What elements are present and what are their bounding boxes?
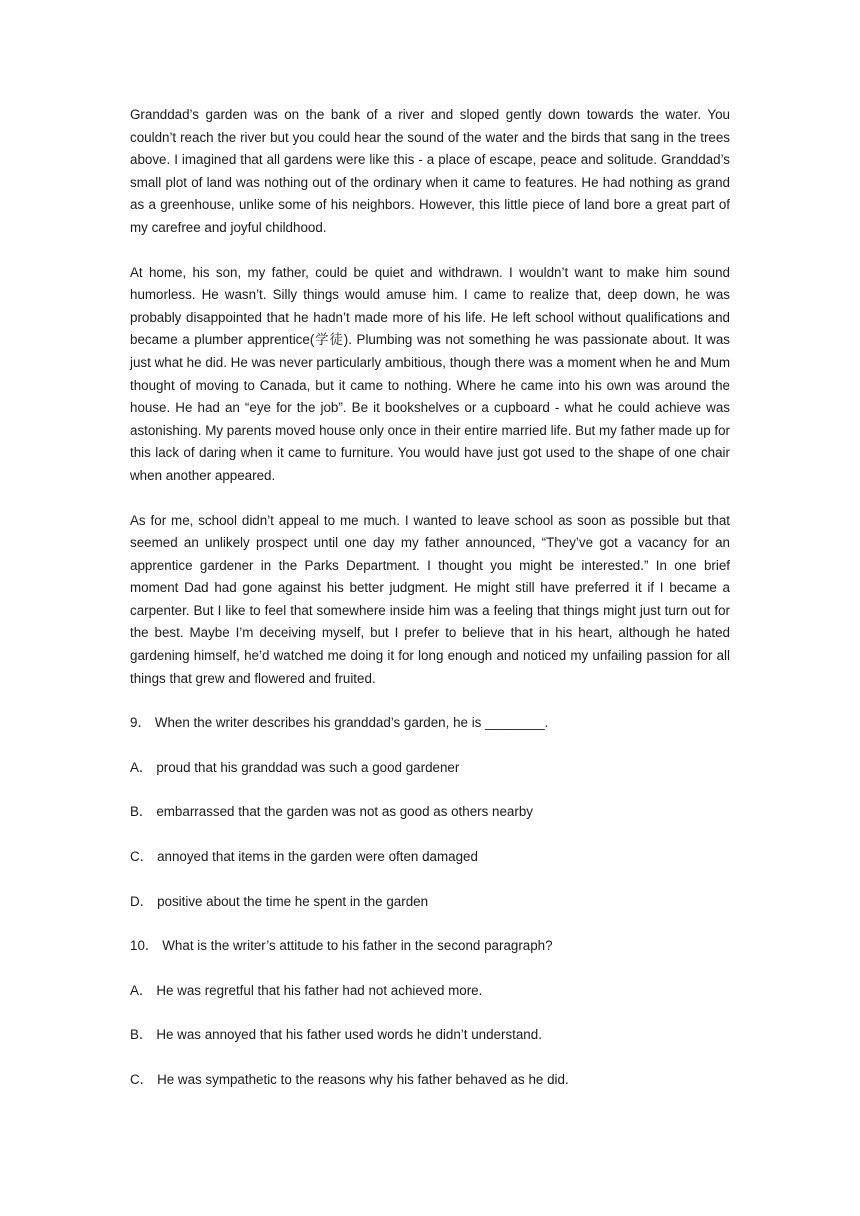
option-text: He was annoyed that his father used words he didn’t understand. bbox=[156, 1027, 542, 1043]
passage-paragraph-2: At home, his son, my father, could be quiet and withdrawn. I wouldn’t want to make him sound humorless. He wasn’t. Silly things would amuse him. I came to realize that, deep down, he was probably disappointed that he hadn’t made more of his life. He left school without qualifications and became a plumber apprentice(学徒). Plumbing was not something he was passionate about. It was just what he did. He was never particularly ambitious, though there was a moment when he and Mum thought of moving to Canada, but it came to nothing. Where he came into his own was around the house. He had an “eye for the job”. Be it bookshelves or a cupboard - what he could achieve was astonishing. My parents moved house only once in their entire married life. But my father made up for this lack of daring when it came to furniture. You would have just got used to the shape of one chair when another appeared. bbox=[130, 264, 730, 483]
option-a bbox=[130, 980, 730, 1003]
option-label: A． bbox=[130, 982, 153, 998]
option-label: B． bbox=[130, 804, 153, 820]
question-stem bbox=[130, 712, 730, 735]
option-label: D． bbox=[130, 893, 154, 909]
option-text: He was sympathetic to the reasons why his father behaved as he did. bbox=[157, 1072, 569, 1087]
question-number: 9． bbox=[130, 715, 151, 731]
option-text: proud that his granddad was such a good gardener bbox=[156, 759, 460, 775]
document-page bbox=[130, 104, 730, 1114]
option-text: positive about the time he spent in the garden bbox=[157, 893, 429, 909]
option-label: B． bbox=[130, 1027, 153, 1043]
option-label: C． bbox=[130, 1072, 154, 1087]
question-text: When the writer describes his granddad’s garden, he is ________. bbox=[154, 715, 549, 731]
option-c bbox=[130, 846, 730, 869]
passage-paragraph-3: As for me, school didn’t appeal to me much. I wanted to leave school as soon as possible but that seemed an unlikely prospect until one day my father announced, “They’ve got a vacancy for an apprentice gardener in the Parks Department. I thought you might be interested.” In one brief moment Dad had gone against his better judgment. He might still have preferred it if I became a carpenter. But I like to feel that somewhere inside him was a feeling that things might just turn out for the best. Maybe I’m deceiving myself, but I prefer to believe that in his heart, although he hated gardening himself, he’d watched me doing it for long enough and noticed my unfailing passion for all things that grew and flowered and fruited. bbox=[130, 512, 730, 686]
question-number: 10． bbox=[130, 938, 159, 954]
option-label: A． bbox=[130, 759, 153, 775]
option-label: C． bbox=[130, 849, 154, 865]
question-text: What is the writer’s attitude to his father in the second paragraph? bbox=[162, 938, 553, 954]
option-b bbox=[130, 801, 730, 824]
option-text: He was regretful that his father had not achieved more. bbox=[156, 982, 483, 998]
option-a bbox=[130, 757, 730, 780]
question-9 bbox=[130, 712, 730, 913]
passage-paragraph-1: Granddad’s garden was on the bank of a river and sloped gently down towards the water. You couldn’t reach the river but you could hear the sound of the water and the birds that sang in the trees above. I imagined that all gardens were like this - a place of escape, peace and solitude. Granddad’s small plot of land was nothing out of the ordinary when it came to features. He had nothing as grand as a greenhouse, unlike some of his neighbors. However, this little piece of land bore a great part of my carefree and joyful childhood. bbox=[130, 107, 730, 235]
option-text: embarrassed that the garden was not as good as others nearby bbox=[156, 804, 533, 820]
question-10 bbox=[130, 935, 730, 1091]
question-stem bbox=[130, 935, 730, 958]
option-text: annoyed that items in the garden were often damaged bbox=[157, 849, 478, 865]
option-c bbox=[130, 1069, 730, 1092]
option-b bbox=[130, 1024, 730, 1047]
option-d bbox=[130, 891, 730, 914]
